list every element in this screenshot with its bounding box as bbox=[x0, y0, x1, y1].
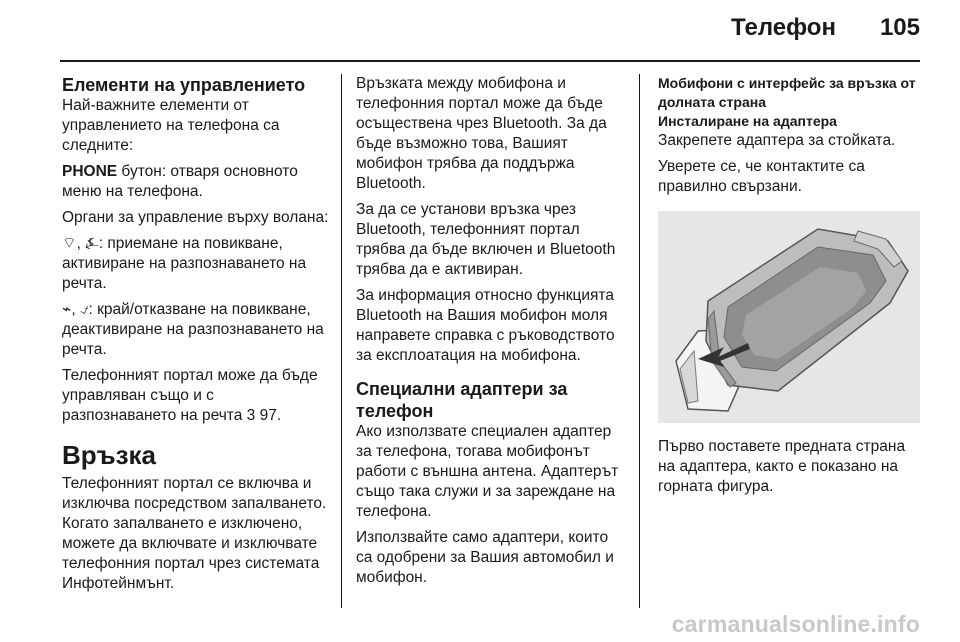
column-divider-2 bbox=[639, 74, 640, 608]
end-call-desc: : край/отказване на повикване, деактивиране на разпознаването на речта. bbox=[62, 301, 324, 358]
paragraph-approved: Използвайте само адаптери, които са одобрени за Вашия автомобил и мобифон. bbox=[356, 529, 614, 586]
heading-bottom-interface: Мобифони с интерфейс за връзка от долната страна bbox=[658, 75, 916, 110]
column-middle bbox=[356, 74, 628, 594]
heading-controls: Елементи на управлението bbox=[62, 75, 306, 95]
end-call-icon: ⌁ bbox=[62, 301, 72, 318]
adapter-illustration bbox=[658, 211, 920, 423]
paragraph-steering: Органи за управление върху волана: bbox=[62, 209, 329, 226]
page-number: 105 bbox=[879, 14, 920, 41]
phone-key-label: PHONE bbox=[62, 163, 118, 180]
phone-key-desc: бутон: отваря основното меню на телефона. bbox=[62, 163, 298, 200]
answer-desc: : приемане на повикване, активиране на разпознаването на речта. bbox=[62, 235, 307, 292]
voice-off-icon: ⍻ bbox=[79, 301, 89, 318]
page-header bbox=[731, 14, 920, 42]
header-rule bbox=[60, 60, 920, 62]
page-ref-icon: 3 bbox=[246, 407, 256, 424]
paragraph-bluetooth-info: За информация относно функцията Bluetooth на Вашия мобифон моля направете справка с ръководството за експлоатация на мобифона. bbox=[356, 287, 615, 364]
column-right bbox=[658, 74, 926, 503]
page-ref: 97. bbox=[255, 407, 282, 424]
paragraph-end-call: ⌁, ⍻: край/отказване на повикване, деактивиране на разпознаването на речта. bbox=[62, 301, 324, 358]
heading-install-adapter: Инсталиране на адаптера bbox=[658, 113, 837, 129]
heading-adapters: Специални адаптери за телефон bbox=[356, 379, 568, 421]
column-left bbox=[62, 74, 330, 600]
paragraph-insert-front: Първо поставете предната страна на адаптера, както е показано на горната фигура. bbox=[658, 438, 906, 495]
adapter-drawing bbox=[658, 211, 920, 423]
paragraph-adapter: Ако използвате специален адаптер за телефона, тогава мобифонът работи с външна антена. Адаптерът също така служи и за зареждане на телефона. bbox=[356, 423, 619, 520]
heading-connection: Връзка bbox=[62, 440, 157, 470]
column-divider-1 bbox=[341, 74, 342, 608]
voice-recognition-icon: ⍼ bbox=[85, 235, 99, 252]
watermark: carmanualsonline.info bbox=[671, 611, 920, 637]
paragraph-bluetooth-setup: За да се установи връзка чрез Bluetooth, телефонният портал трябва да бъде включен и Bluetooth трябва да е активиран. bbox=[356, 201, 616, 278]
paragraph-voice bbox=[62, 366, 330, 426]
paragraph-attach: Закрепете адаптера за стойката. bbox=[658, 132, 896, 149]
answer-call-icon: ⌔ bbox=[62, 235, 77, 252]
paragraph-phone-button bbox=[62, 162, 330, 202]
paragraph-answer: ⌔, ⍼: приемане на повикване, активиране на разпознаването на речта. bbox=[62, 235, 307, 292]
paragraph-ignition: Телефонният портал се включва и изключва посредством запалването. Когато запалването е изключено, можете да включвате и изключвате телефонния портал чрез системата Инфотейнмънт. bbox=[62, 475, 327, 592]
voice-text: Телефонният портал може да бъде управляван също и с разпознаването на речта bbox=[62, 367, 318, 424]
paragraph-bluetooth: Връзката между мобифона и телефонния портал може да бъде осъществена чрез Bluetooth. За да бъде възможно това, Вашият мобифон трябва да поддържа Bluetooth. bbox=[356, 75, 607, 192]
paragraph-contacts: Уверете се, че контактите са правилно свързани. bbox=[658, 158, 865, 195]
section-title: Телефон bbox=[731, 14, 836, 41]
paragraph-intro: Най-важните елементи от управлението на телефона са следните: bbox=[62, 97, 280, 154]
